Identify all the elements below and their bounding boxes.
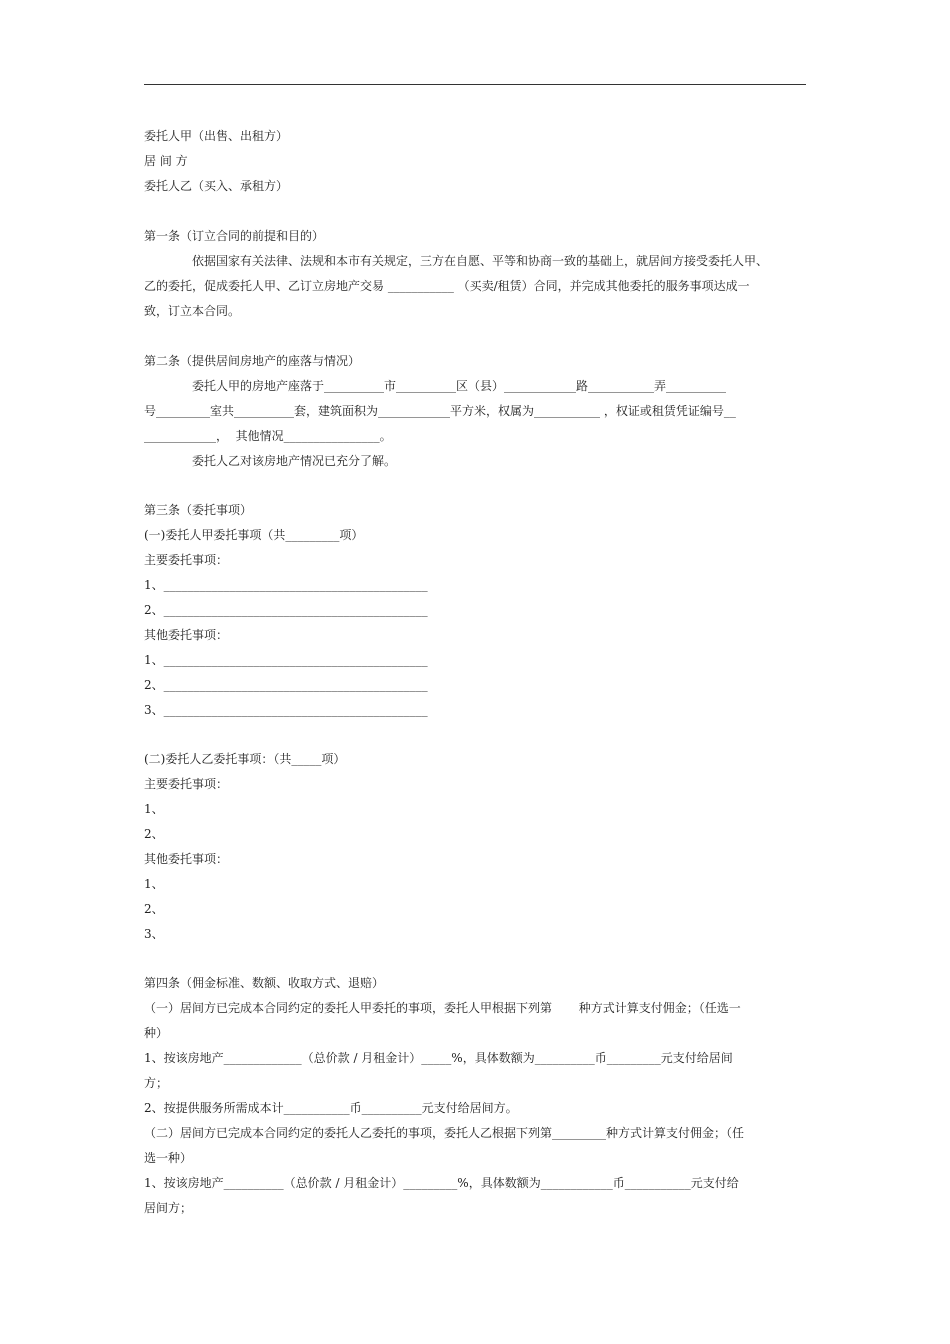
article1-heading: 第一条（订立合同的前提和目的） <box>144 229 325 243</box>
section-a-other-item: 2、____________________________________________ <box>144 678 428 692</box>
header-rule <box>144 84 806 85</box>
article1-line: 致，订立本合同。 <box>144 304 241 318</box>
article4-line: 1、按该房地产_____________（总价款 / 月租金计）_____%，具体数额为__________币_________元支付给居间 <box>144 1051 733 1065</box>
article2-heading: 第二条（提供居间房地产的座落与情况） <box>144 354 361 368</box>
section-b-main-item: 1、 <box>144 802 164 816</box>
broker-label: 居 间 方 <box>144 154 188 168</box>
party-a-label: 委托人甲（出售、出租方） <box>144 129 289 143</box>
section-a-other-label: 其他委托事项： <box>144 628 229 642</box>
article4-line: 1、按该房地产__________（总价款 / 月租金计）_________%，具体数额为____________币___________元支付给 <box>144 1176 739 1190</box>
article2-line: 号_________室共__________套，建筑面积为____________平方米，权属为___________ ，权证或租赁凭证编号__ <box>144 404 736 418</box>
article4-line: （二）居间方已完成本合同约定的委托人乙委托的事项，委托人乙根据下列第_________种方式计算支付佣金；（任 <box>144 1126 745 1140</box>
article4-line: 种） <box>144 1026 169 1040</box>
section-a-other-item: 1、____________________________________________ <box>144 653 428 667</box>
article2-line: 委托人甲的房地产座落于__________市__________区（县）____________路___________弄__________ <box>192 379 727 393</box>
article2-line: ____________， 其他情况________________。 <box>144 429 392 443</box>
article4-line: 方； <box>144 1076 169 1090</box>
article1-line: 依据国家有关法律、法规和本市有关规定，三方在自愿、平等和协商一致的基础上，就居间方接受委托人甲、 <box>192 254 769 268</box>
article4-line: 选一种） <box>144 1151 193 1165</box>
article1-line: 乙的委托，促成委托人甲、乙订立房地产交易 ___________ （买卖/租赁）合同，并完成其他委托的服务事项达成一 <box>144 279 750 293</box>
article4-line: 居间方； <box>144 1201 193 1215</box>
section-a-main-item: 2、____________________________________________ <box>144 603 428 617</box>
section-a-other-item: 3、____________________________________________ <box>144 703 428 717</box>
section-b-main-item: 2、 <box>144 827 164 841</box>
section-b-other-item: 3、 <box>144 927 164 941</box>
section-a-main-label: 主要委托事项： <box>144 553 229 567</box>
article4-line: 2、按提供服务所需成本计___________币__________元支付给居间方。 <box>144 1101 518 1115</box>
section-a-title: (一)委托人甲委托事项（共_________项） <box>144 528 364 542</box>
party-b-label: 委托人乙（买入、承租方） <box>144 179 289 193</box>
article4-heading: 第四条（佣金标准、数额、收取方式、退赔） <box>144 976 385 990</box>
section-b-other-item: 2、 <box>144 902 164 916</box>
section-b-main-label: 主要委托事项： <box>144 777 229 791</box>
article3-heading: 第三条（委托事项） <box>144 503 253 517</box>
article4-line: （一）居间方已完成本合同约定的委托人甲委托的事项，委托人甲根据下列第 种方式计算支付佣金；（任选一 <box>144 1001 741 1015</box>
article2-note: 委托人乙对该房地产情况已充分了解。 <box>192 454 397 468</box>
section-b-other-label: 其他委托事项： <box>144 852 229 866</box>
section-a-main-item: 1、____________________________________________ <box>144 578 428 592</box>
section-b-other-item: 1、 <box>144 877 164 891</box>
section-b-title: (二)委托人乙委托事项：（共_____项） <box>144 752 346 766</box>
